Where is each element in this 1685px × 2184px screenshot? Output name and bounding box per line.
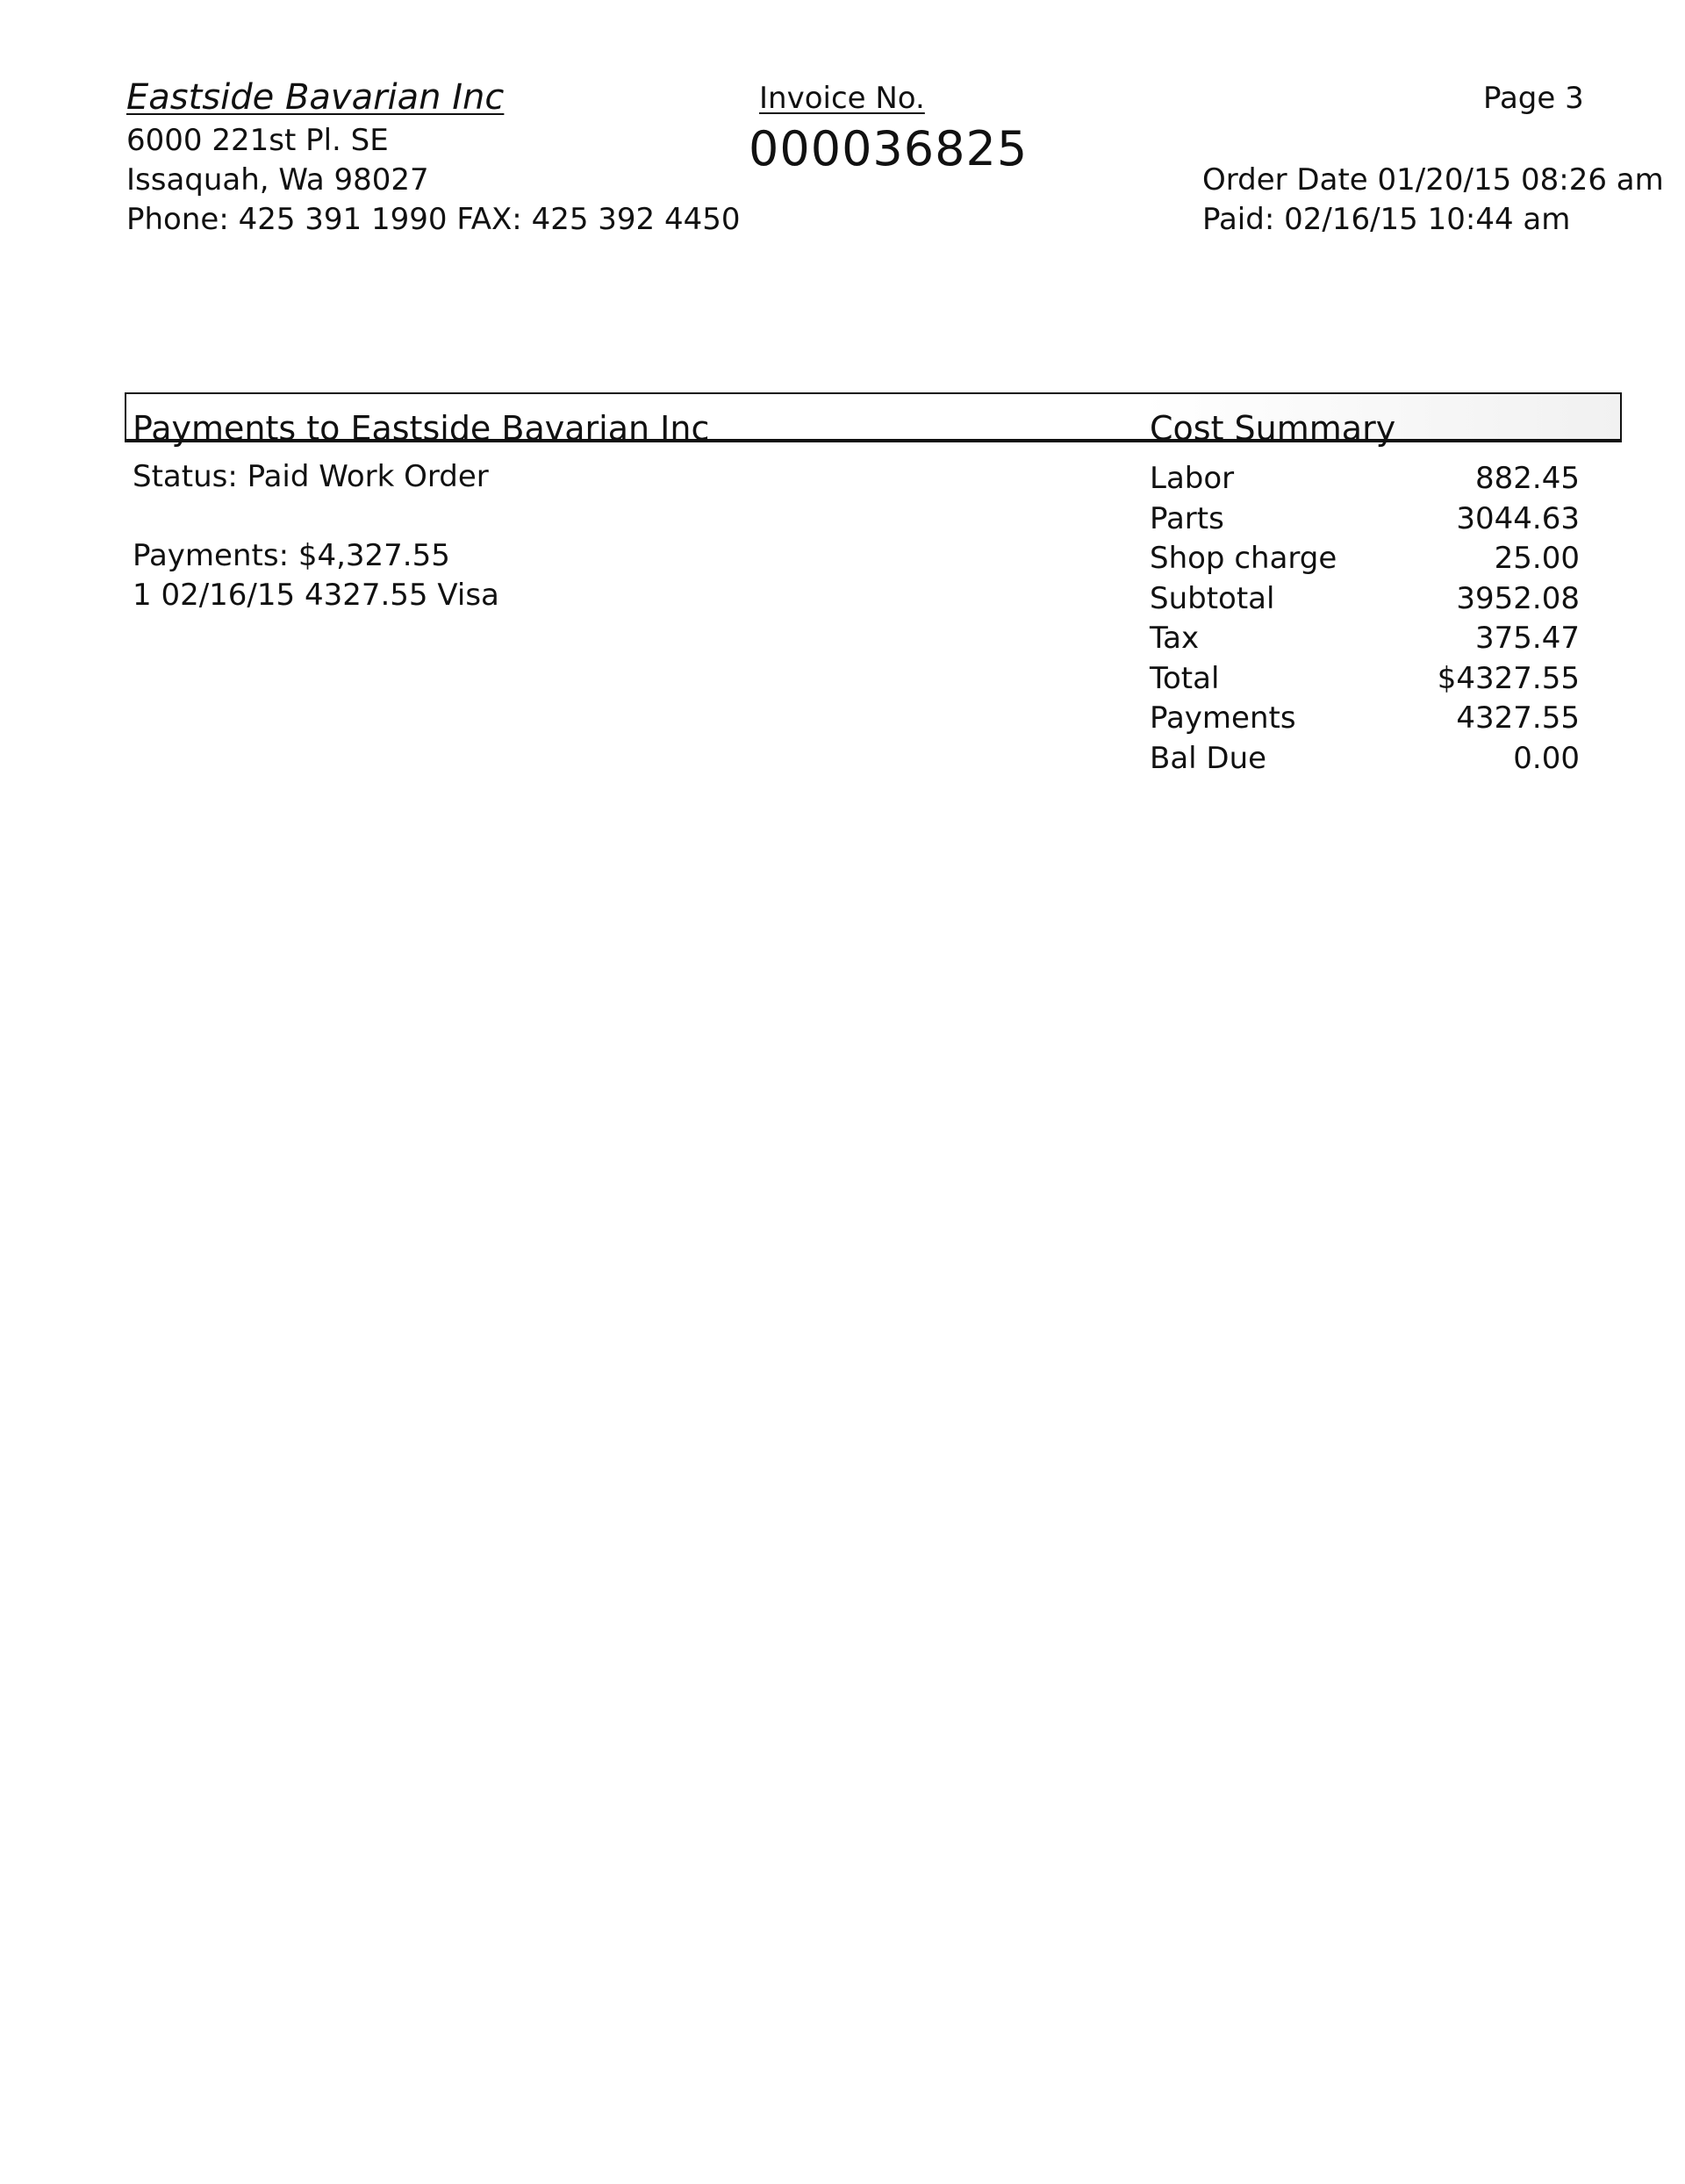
work-order-status: Status: Paid Work Order	[133, 459, 489, 494]
invoice-number: 000036825	[749, 121, 1029, 176]
cost-value: 3952.08	[1456, 580, 1580, 616]
cost-label: Parts	[1150, 500, 1224, 536]
cost-label: Labor	[1150, 461, 1235, 496]
cost-value: 4327.55	[1456, 700, 1580, 736]
cost-value: 882.45	[1475, 461, 1580, 496]
company-address-line2: Issaquah, Wa 98027	[126, 162, 429, 198]
payments-total: Payments: $4,327.55	[133, 538, 450, 573]
cost-label: Shop charge	[1150, 541, 1337, 576]
page-number: Page 3	[1483, 81, 1584, 116]
cost-value: 0.00	[1513, 740, 1580, 776]
company-phone-fax: Phone: 425 391 1990 FAX: 425 392 4450	[126, 202, 741, 237]
cost-row-tax	[1150, 619, 1580, 659]
cost-label: Tax	[1150, 621, 1200, 656]
cost-row-total	[1150, 659, 1580, 700]
cost-label: Subtotal	[1150, 580, 1275, 616]
cost-row-payments	[1150, 699, 1580, 739]
cost-row-parts	[1150, 499, 1580, 540]
cost-label: Payments	[1150, 700, 1296, 736]
payments-section-title: Payments to Eastside Bavarian Inc	[133, 409, 710, 448]
cost-row-balance-due	[1150, 739, 1580, 779]
company-address-line1: 6000 221st Pl. SE	[126, 123, 389, 158]
cost-row-subtotal	[1150, 579, 1580, 620]
cost-row-labor	[1150, 459, 1580, 499]
paid-date: Paid: 02/16/15 10:44 am	[1202, 202, 1571, 237]
invoice-label: Invoice No.	[759, 81, 925, 116]
cost-value: 25.00	[1494, 541, 1580, 576]
cost-summary-title: Cost Summary	[1150, 409, 1396, 448]
cost-label: Bal Due	[1150, 740, 1267, 776]
cost-value: $4327.55	[1437, 660, 1580, 696]
company-name: Eastside Bavarian Inc	[126, 77, 505, 118]
cost-row-shop-charge	[1150, 539, 1580, 579]
payment-entry: 1 02/16/15 4327.55 Visa	[133, 578, 499, 613]
cost-value: 3044.63	[1456, 500, 1580, 536]
order-date: Order Date 01/20/15 08:26 am	[1202, 162, 1664, 198]
cost-label: Total	[1150, 660, 1220, 696]
cost-summary-list	[1150, 459, 1580, 779]
cost-value: 375.47	[1475, 621, 1580, 656]
